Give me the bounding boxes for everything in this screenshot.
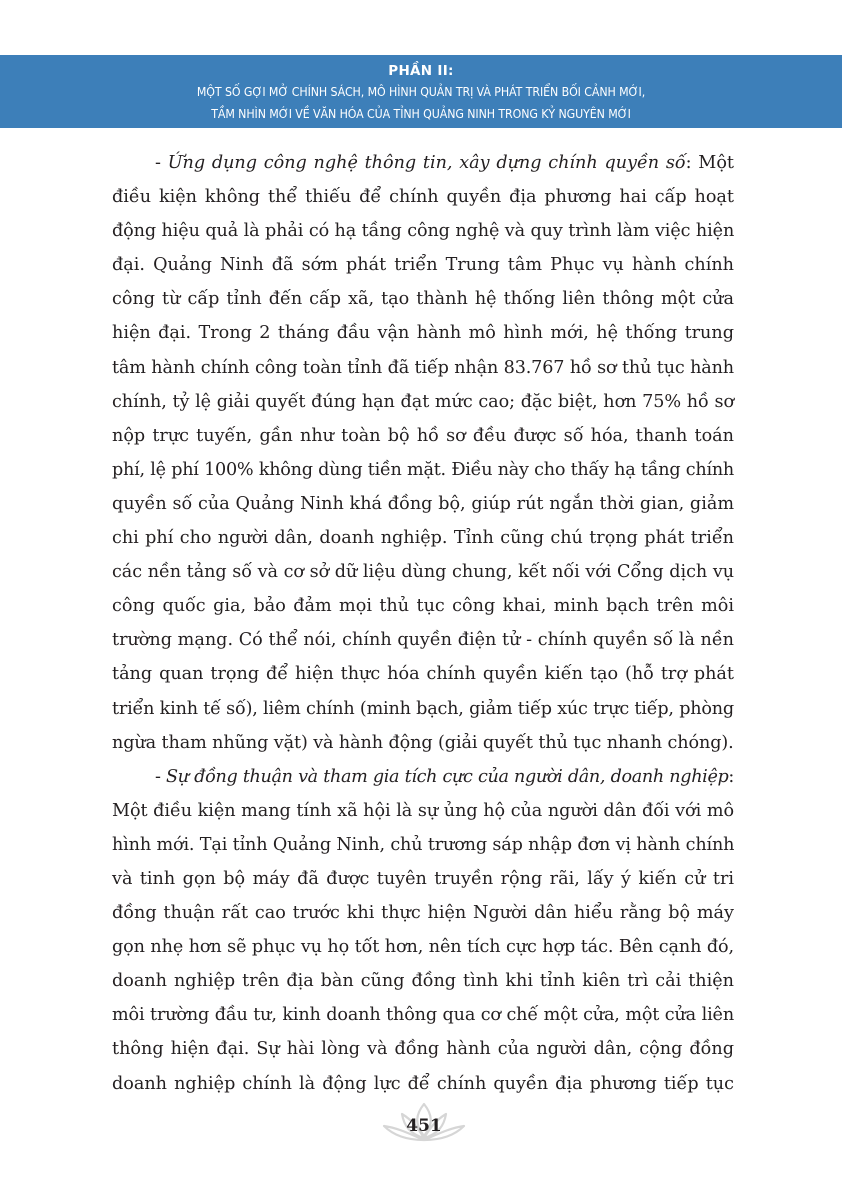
- paragraph-first-line: [112, 146, 734, 180]
- text-line: hiện đại. Trong 2 tháng đầu vận hành mô hình mới, hệ thống trung: [112, 323, 734, 344]
- text-line: động hiệu quả là phải có hạ tầng công nghệ và quy trình làm việc hiện: [112, 221, 735, 242]
- text-line: thông hiện đại. Sự hài lòng và đồng hành của người dân, cộng đồng: [112, 1039, 734, 1060]
- text-line: doanh nghiệp chính là động lực để chính quyền địa phương tiếp tục: [112, 1073, 734, 1094]
- page-number: 451: [406, 1116, 442, 1136]
- paragraph-public-consensus: [112, 760, 734, 1101]
- text-line: :: [728, 766, 734, 787]
- text-line: môi trường đầu tư, kinh doanh thông qua cơ chế một cửa, một cửa liên: [112, 1005, 734, 1026]
- paragraph-heading-italic: Ứng dụng công nghệ thông tin, xây dựng chính quyền số: [167, 153, 686, 173]
- text-line: : Một: [685, 153, 734, 173]
- text-line: phí, lệ phí 100% không dùng tiền mặt. Điều này cho thấy hạ tầng chính: [112, 459, 734, 480]
- body-text: [112, 146, 734, 1101]
- text-line: điều kiện không thể thiếu để chính quyền địa phương hai cấp hoạt: [112, 187, 734, 208]
- text-line: tâm hành chính công toàn tỉnh đã tiếp nhận 83.767 hồ sơ thủ tục hành: [112, 357, 734, 378]
- text-line: gọn nhẹ hơn sẽ phục vụ họ tốt hơn, nên tích cực hợp tác. Bên cạnh đó,: [112, 937, 734, 958]
- text-line: nộp trực tuyến, gần như toàn bộ hồ sơ đều được số hóa, thanh toán: [112, 425, 734, 446]
- text-line: Một điều kiện mang tính xã hội là sự ủng hộ của người dân đối với mô: [112, 800, 734, 821]
- section-header-band: [0, 55, 842, 128]
- text-line: và tinh gọn bộ máy đã được tuyên truyền rộng rãi, lấy ý kiến cử tri: [112, 868, 734, 889]
- list-dash: -: [155, 153, 168, 173]
- text-line: đại. Quảng Ninh đã sớm phát triển Trung tâm Phục vụ hành chính: [112, 255, 734, 276]
- text-line: triển kinh tế số), liêm chính (minh bạch, giảm tiếp xúc trực tiếp, phòng: [112, 698, 734, 719]
- list-dash: -: [155, 766, 167, 787]
- section-subtitle-line-1: MỘT SỐ GỢI MỞ CHÍNH SÁCH, MÔ HÌNH QUẢN TRỊ VÀ PHÁT TRIỂN BỐI CẢNH MỚI,: [196, 85, 646, 99]
- text-line: chính, tỷ lệ giải quyết đúng hạn đạt mức cao; đặc biệt, hơn 75% hồ sơ: [112, 391, 734, 412]
- paragraph-heading-italic: Sự đồng thuận và tham gia tích cực của người dân, doanh nghiệp: [166, 766, 729, 787]
- section-subtitle-line-2: TẦM NHÌN MỚI VỀ VĂN HÓA CỦA TỈNH QUẢNG NINH TRONG KỶ NGUYÊN MỚI: [211, 107, 631, 121]
- text-line: chi phí cho người dân, doanh nghiệp. Tỉnh cũng chú trọng phát triển: [112, 528, 734, 549]
- text-line: doanh nghiệp trên địa bàn cũng đồng tình khi tỉnh kiên trì cải thiện: [112, 971, 734, 992]
- text-line: đồng thuận rất cao trước khi thực hiện Người dân hiểu rằng bộ máy: [112, 903, 734, 924]
- text-line: tảng quan trọng để hiện thực hóa chính quyền kiến tạo (hỗ trợ phát: [112, 664, 734, 685]
- section-part-title: PHẦN II:: [388, 63, 454, 79]
- text-line: công từ cấp tỉnh đến cấp xã, tạo thành hệ thống liên thông một cửa: [112, 289, 734, 310]
- text-line: công quốc gia, bảo đảm mọi thủ tục công khai, minh bạch trên môi: [112, 596, 734, 617]
- page-footer: [378, 1100, 470, 1152]
- paragraph-digital-government: [112, 146, 734, 760]
- text-line: trường mạng. Có thể nói, chính quyền điện tử - chính quyền số là nền: [112, 630, 734, 651]
- text-line: quyền số của Quảng Ninh khá đồng bộ, giúp rút ngắn thời gian, giảm: [112, 493, 734, 514]
- text-line: ngừa tham nhũng vặt) và hành động (giải quyết thủ tục nhanh chóng).: [112, 732, 734, 753]
- text-line: các nền tảng số và cơ sở dữ liệu dùng chung, kết nối với Cổng dịch vụ: [112, 562, 734, 583]
- paragraph-first-line: [112, 760, 734, 794]
- text-line: hình mới. Tại tỉnh Quảng Ninh, chủ trương sáp nhập đơn vị hành chính: [112, 834, 735, 855]
